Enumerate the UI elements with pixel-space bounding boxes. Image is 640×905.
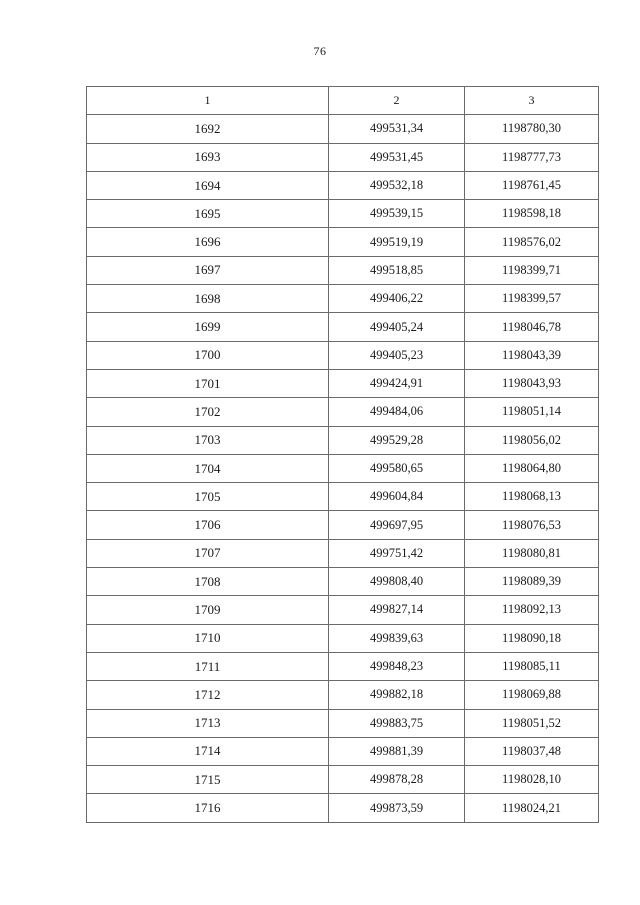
table-row (87, 313, 599, 341)
table-row (87, 709, 599, 737)
column-header-y-coordinate: 3 (465, 87, 599, 115)
cell-x-coordinate: 499529,28 (329, 426, 465, 454)
cell-point-number: 1707 (87, 539, 329, 567)
table-row (87, 398, 599, 426)
cell-y-coordinate: 1198777,73 (465, 143, 599, 171)
table-row (87, 681, 599, 709)
cell-y-coordinate: 1198399,57 (465, 285, 599, 313)
table-row (87, 285, 599, 313)
table-row (87, 341, 599, 369)
cell-x-coordinate: 499882,18 (329, 681, 465, 709)
cell-x-coordinate: 499539,15 (329, 200, 465, 228)
cell-point-number: 1693 (87, 143, 329, 171)
cell-y-coordinate: 1198092,13 (465, 596, 599, 624)
cell-x-coordinate: 499808,40 (329, 568, 465, 596)
cell-point-number: 1701 (87, 369, 329, 397)
page-number: 76 (313, 44, 327, 58)
cell-y-coordinate: 1198043,39 (465, 341, 599, 369)
column-header-point-number: 1 (87, 87, 329, 115)
table-row (87, 426, 599, 454)
cell-y-coordinate: 1198576,02 (465, 228, 599, 256)
cell-point-number: 1708 (87, 568, 329, 596)
cell-y-coordinate: 1198090,18 (465, 624, 599, 652)
cell-y-coordinate: 1198076,53 (465, 511, 599, 539)
cell-y-coordinate: 1198089,39 (465, 568, 599, 596)
cell-x-coordinate: 499604,84 (329, 483, 465, 511)
table-row (87, 766, 599, 794)
cell-y-coordinate: 1198761,45 (465, 171, 599, 199)
cell-y-coordinate: 1198056,02 (465, 426, 599, 454)
cell-point-number: 1705 (87, 483, 329, 511)
cell-y-coordinate: 1198069,88 (465, 681, 599, 709)
cell-point-number: 1706 (87, 511, 329, 539)
cell-x-coordinate: 499827,14 (329, 596, 465, 624)
cell-point-number: 1710 (87, 624, 329, 652)
cell-y-coordinate: 1198028,10 (465, 766, 599, 794)
table-row (87, 652, 599, 680)
cell-point-number: 1698 (87, 285, 329, 313)
table-row (87, 596, 599, 624)
cell-point-number: 1697 (87, 256, 329, 284)
cell-y-coordinate: 1198598,18 (465, 200, 599, 228)
cell-point-number: 1702 (87, 398, 329, 426)
cell-y-coordinate: 1198780,30 (465, 115, 599, 143)
cell-x-coordinate: 499848,23 (329, 652, 465, 680)
cell-point-number: 1715 (87, 766, 329, 794)
table-row (87, 539, 599, 567)
cell-y-coordinate: 1198024,21 (465, 794, 599, 822)
table-row (87, 737, 599, 765)
cell-point-number: 1695 (87, 200, 329, 228)
cell-y-coordinate: 1198068,13 (465, 483, 599, 511)
table-header (87, 87, 599, 115)
cell-point-number: 1704 (87, 454, 329, 482)
cell-x-coordinate: 499697,95 (329, 511, 465, 539)
cell-x-coordinate: 499405,24 (329, 313, 465, 341)
table-row (87, 624, 599, 652)
cell-point-number: 1716 (87, 794, 329, 822)
cell-x-coordinate: 499518,85 (329, 256, 465, 284)
table-row (87, 369, 599, 397)
cell-x-coordinate: 499878,28 (329, 766, 465, 794)
cell-x-coordinate: 499484,06 (329, 398, 465, 426)
cell-point-number: 1703 (87, 426, 329, 454)
cell-y-coordinate: 1198051,14 (465, 398, 599, 426)
cell-x-coordinate: 499532,18 (329, 171, 465, 199)
table-row (87, 228, 599, 256)
table-body (87, 115, 599, 822)
cell-x-coordinate: 499519,19 (329, 228, 465, 256)
cell-point-number: 1713 (87, 709, 329, 737)
table-row (87, 794, 599, 822)
header-row (87, 87, 599, 115)
cell-x-coordinate: 499881,39 (329, 737, 465, 765)
cell-x-coordinate: 499424,91 (329, 369, 465, 397)
cell-point-number: 1712 (87, 681, 329, 709)
cell-x-coordinate: 499531,45 (329, 143, 465, 171)
cell-point-number: 1709 (87, 596, 329, 624)
cell-x-coordinate: 499580,65 (329, 454, 465, 482)
cell-y-coordinate: 1198037,48 (465, 737, 599, 765)
table-row (87, 143, 599, 171)
cell-x-coordinate: 499531,34 (329, 115, 465, 143)
cell-x-coordinate: 499405,23 (329, 341, 465, 369)
cell-point-number: 1699 (87, 313, 329, 341)
table-row (87, 256, 599, 284)
cell-point-number: 1714 (87, 737, 329, 765)
cell-y-coordinate: 1198399,71 (465, 256, 599, 284)
cell-x-coordinate: 499751,42 (329, 539, 465, 567)
cell-point-number: 1696 (87, 228, 329, 256)
cell-x-coordinate: 499839,63 (329, 624, 465, 652)
cell-y-coordinate: 1198043,93 (465, 369, 599, 397)
cell-point-number: 1711 (87, 652, 329, 680)
cell-x-coordinate: 499406,22 (329, 285, 465, 313)
coordinates-table (86, 86, 599, 823)
cell-y-coordinate: 1198046,78 (465, 313, 599, 341)
table-row (87, 483, 599, 511)
cell-point-number: 1692 (87, 115, 329, 143)
cell-point-number: 1700 (87, 341, 329, 369)
cell-y-coordinate: 1198064,80 (465, 454, 599, 482)
table-row (87, 115, 599, 143)
table-row (87, 568, 599, 596)
table-row (87, 511, 599, 539)
cell-y-coordinate: 1198051,52 (465, 709, 599, 737)
cell-x-coordinate: 499873,59 (329, 794, 465, 822)
cell-y-coordinate: 1198085,11 (465, 652, 599, 680)
cell-x-coordinate: 499883,75 (329, 709, 465, 737)
column-header-x-coordinate: 2 (329, 87, 465, 115)
table-row (87, 171, 599, 199)
table-row (87, 200, 599, 228)
cell-point-number: 1694 (87, 171, 329, 199)
table-row (87, 454, 599, 482)
cell-y-coordinate: 1198080,81 (465, 539, 599, 567)
